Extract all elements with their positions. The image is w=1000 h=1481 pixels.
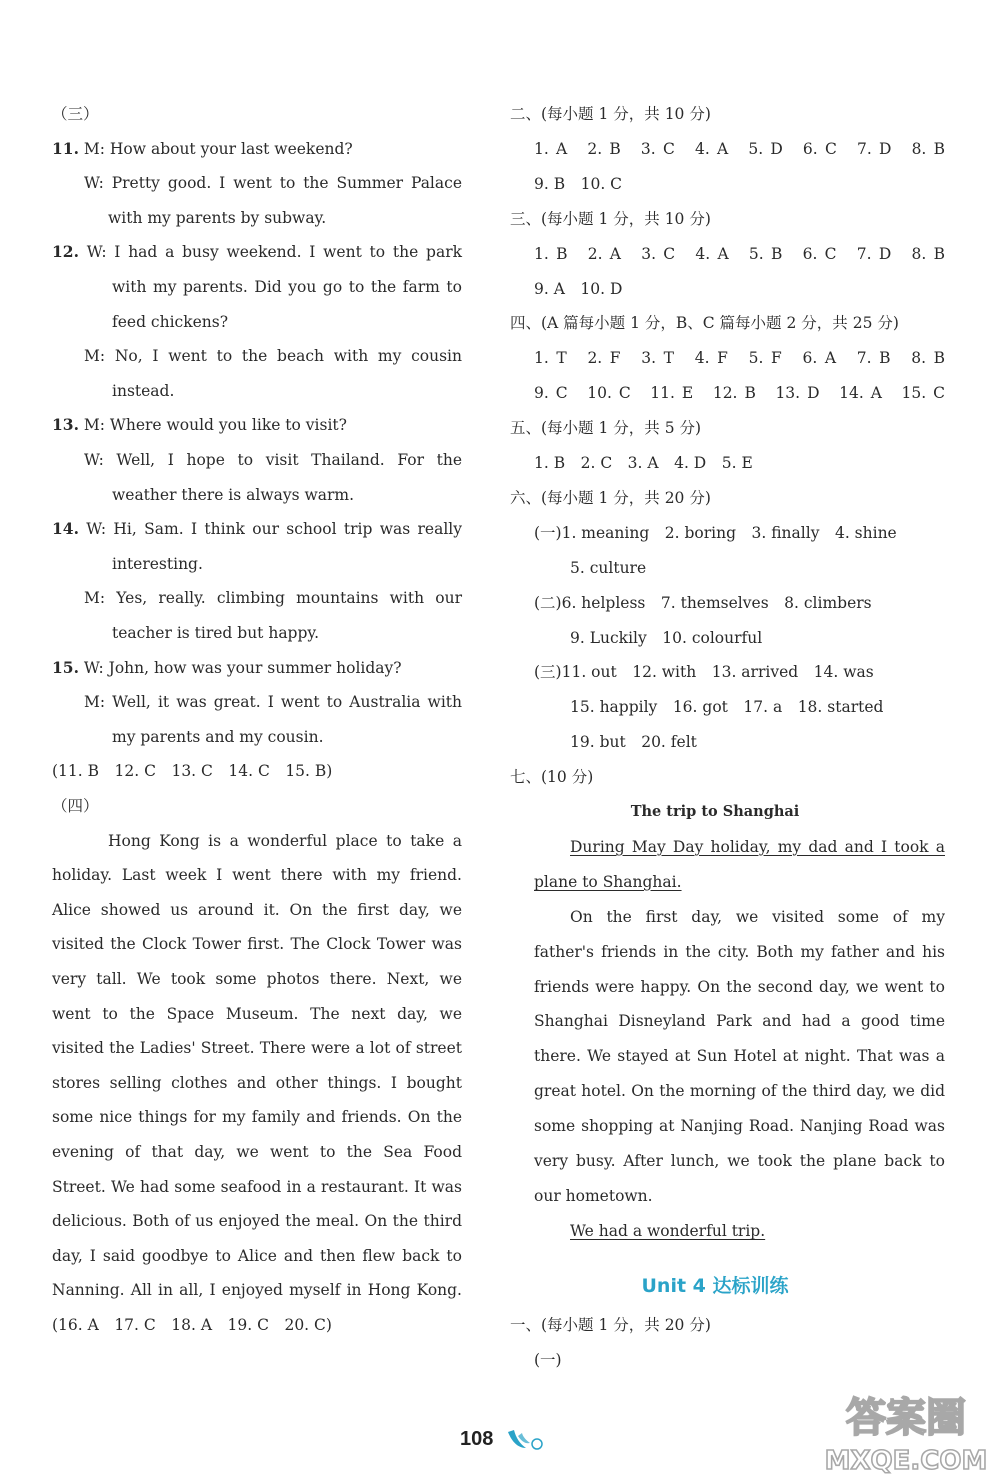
left-line: some nice things for my family and friends. On the xyxy=(52,1108,462,1127)
left-line: feed chickens? xyxy=(112,312,229,331)
right-line: 三、(每小题 1 分，共 10 分) xyxy=(510,209,711,228)
left-line: 12. W: I had a busy weekend. I went to the park xyxy=(52,242,462,262)
left-line: W: Well, I hope to visit Thailand. For the xyxy=(84,451,462,469)
left-line: my parents and my cousin. xyxy=(112,727,324,746)
left-line: Hong Kong is a wonderful place to take a xyxy=(108,831,462,850)
left-line: with my parents by subway. xyxy=(108,208,327,227)
right-line: 五、(每小题 1 分，共 5 分) xyxy=(510,419,702,438)
right-line: 9. C 10. C 11. E 12. B 13. D 14. A 15. C xyxy=(534,384,945,403)
right-line: (一)1. meaning 2. boring 3. finally 4. shine xyxy=(534,523,897,542)
left-line: visited the Ladies' Street. There were a lot of street xyxy=(52,1039,462,1058)
question-number: 12. xyxy=(52,242,79,262)
right-line: 1. B 2. C 3. A 4. D 5. E xyxy=(534,454,753,472)
right-line: 9. Luckily 10. colourful xyxy=(570,628,763,647)
right-line: 1. B 2. A 3. C 4. A 5. B 6. C 7. D 8. B xyxy=(534,244,945,263)
left-line: Street. We had some seafood in a restaurant. It was xyxy=(52,1177,462,1196)
right-line: 1. T 2. F 3. T 4. F 5. F 6. A 7. B 8. B xyxy=(534,349,945,368)
left-line: day, I said goodbye to Alice and then flew back to xyxy=(52,1246,462,1265)
right-line: We had a wonderful trip. xyxy=(570,1221,766,1240)
left-line: with my parents. Did you go to the farm to xyxy=(112,278,462,296)
right-line: (二)6. helpless 7. themselves 8. climbers xyxy=(534,593,872,612)
right-line: some shopping at Nanjing Road. Nanjing Road was xyxy=(534,1117,945,1136)
left-line: weather there is always warm. xyxy=(112,485,355,504)
left-line: holiday. Last week I went there with my friend. xyxy=(52,866,462,885)
left-line: evening of that day, we went to the Sea Food xyxy=(52,1143,462,1161)
left-line: M: Well, it was great. I went to Australia with xyxy=(84,693,462,712)
question-number: 14. xyxy=(52,519,79,539)
left-line: Nanning. All in all, I enjoyed myself in Hong Kong. xyxy=(52,1281,462,1300)
watermark-logo xyxy=(818,1385,994,1477)
right-line: very busy. After lunch, we took the plane back to xyxy=(534,1152,945,1170)
bird-logo-icon xyxy=(506,1428,546,1452)
left-line: M: Yes, really. climbing mountains with our xyxy=(84,589,462,608)
question-number: 11. xyxy=(52,138,79,158)
left-line: 11. M: How about your last weekend? xyxy=(52,138,353,158)
left-line: Alice showed us around it. On the first day, we xyxy=(52,900,462,919)
left-line: 13. M: Where would you like to visit? xyxy=(52,415,347,435)
question-number: 15. xyxy=(52,657,79,677)
left-line: (11. B 12. C 13. C 14. C 15. B) xyxy=(52,762,333,781)
right-line: 六、(每小题 1 分，共 20 分) xyxy=(510,488,711,507)
left-line: teacher is tired but happy. xyxy=(112,624,320,642)
right-line: 15. happily 16. got 17. a 18. started xyxy=(570,698,884,717)
left-line: W: Pretty good. I went to the Summer Palace xyxy=(84,174,462,193)
right-line: 1. A 2. B 3. C 4. A 5. D 6. C 7. D 8. B xyxy=(534,139,945,158)
left-line: visited the Clock Tower first. The Clock Tower was xyxy=(52,935,462,954)
left-line: went to the Space Museum. The next day, we xyxy=(52,1004,462,1023)
right-line: 9. B 10. C xyxy=(534,174,623,193)
right-line: 七、(10 分) xyxy=(510,768,594,787)
right-line: 5. culture xyxy=(570,558,647,577)
right-line: 19. but 20. felt xyxy=(570,733,697,752)
question-number: 13. xyxy=(52,415,79,435)
right-line: On the first day, we visited some of my xyxy=(570,907,945,926)
page-number: 108 xyxy=(460,1428,494,1450)
left-line: （四） xyxy=(52,797,99,815)
left-line: 15. W: John, how was your summer holiday? xyxy=(52,657,402,677)
right-line: 四、(A 篇每小题 1 分，B、C 篇每小题 2 分，共 25 分) xyxy=(510,314,899,333)
left-line: instead. xyxy=(112,381,175,400)
right-line: 9. A 10. D xyxy=(534,279,623,298)
right-line: 一、(每小题 1 分，共 20 分) xyxy=(510,1315,711,1334)
left-line: interesting. xyxy=(112,554,203,573)
watermark-top-text: 答案圈 xyxy=(846,1395,966,1441)
right-line: During May Day holiday, my dad and I took a xyxy=(570,837,945,856)
right-line: Unit 4 达标训练 xyxy=(641,1274,789,1297)
right-line: plane to Shanghai. xyxy=(534,872,682,891)
right-line: 二、(每小题 1 分，共 10 分) xyxy=(510,105,711,123)
right-line: The trip to Shanghai xyxy=(630,803,800,820)
left-line: delicious. Both of us enjoyed the meal. On the third xyxy=(52,1212,462,1231)
right-line: there. We stayed at Sun Hotel at night. That was a xyxy=(534,1047,945,1066)
right-line: father's friends in the city. Both my father and his xyxy=(534,942,945,961)
right-line: friends were happy. On the second day, we went to xyxy=(534,977,945,996)
left-line: very tall. We took some photos there. Next, we xyxy=(52,970,462,988)
left-line: （三） xyxy=(52,105,99,123)
right-line: great hotel. On the morning of the third day, we did xyxy=(534,1082,945,1101)
left-line: M: No, I went to the beach with my cousin xyxy=(84,347,462,366)
watermark-bottom-text: MXQE.COM xyxy=(824,1446,988,1476)
right-line: (一) xyxy=(534,1350,562,1369)
right-line: (三)11. out 12. with 13. arrived 14. was xyxy=(534,663,874,682)
right-line: our hometown. xyxy=(534,1186,653,1205)
left-line: stores selling clothes and other things. I bought xyxy=(52,1073,462,1092)
left-line: (16. A 17. C 18. A 19. C 20. C) xyxy=(52,1316,332,1334)
right-line: Shanghai Disneyland Park and had a good time xyxy=(534,1012,945,1031)
left-line: 14. W: Hi, Sam. I think our school trip was really xyxy=(52,519,462,539)
